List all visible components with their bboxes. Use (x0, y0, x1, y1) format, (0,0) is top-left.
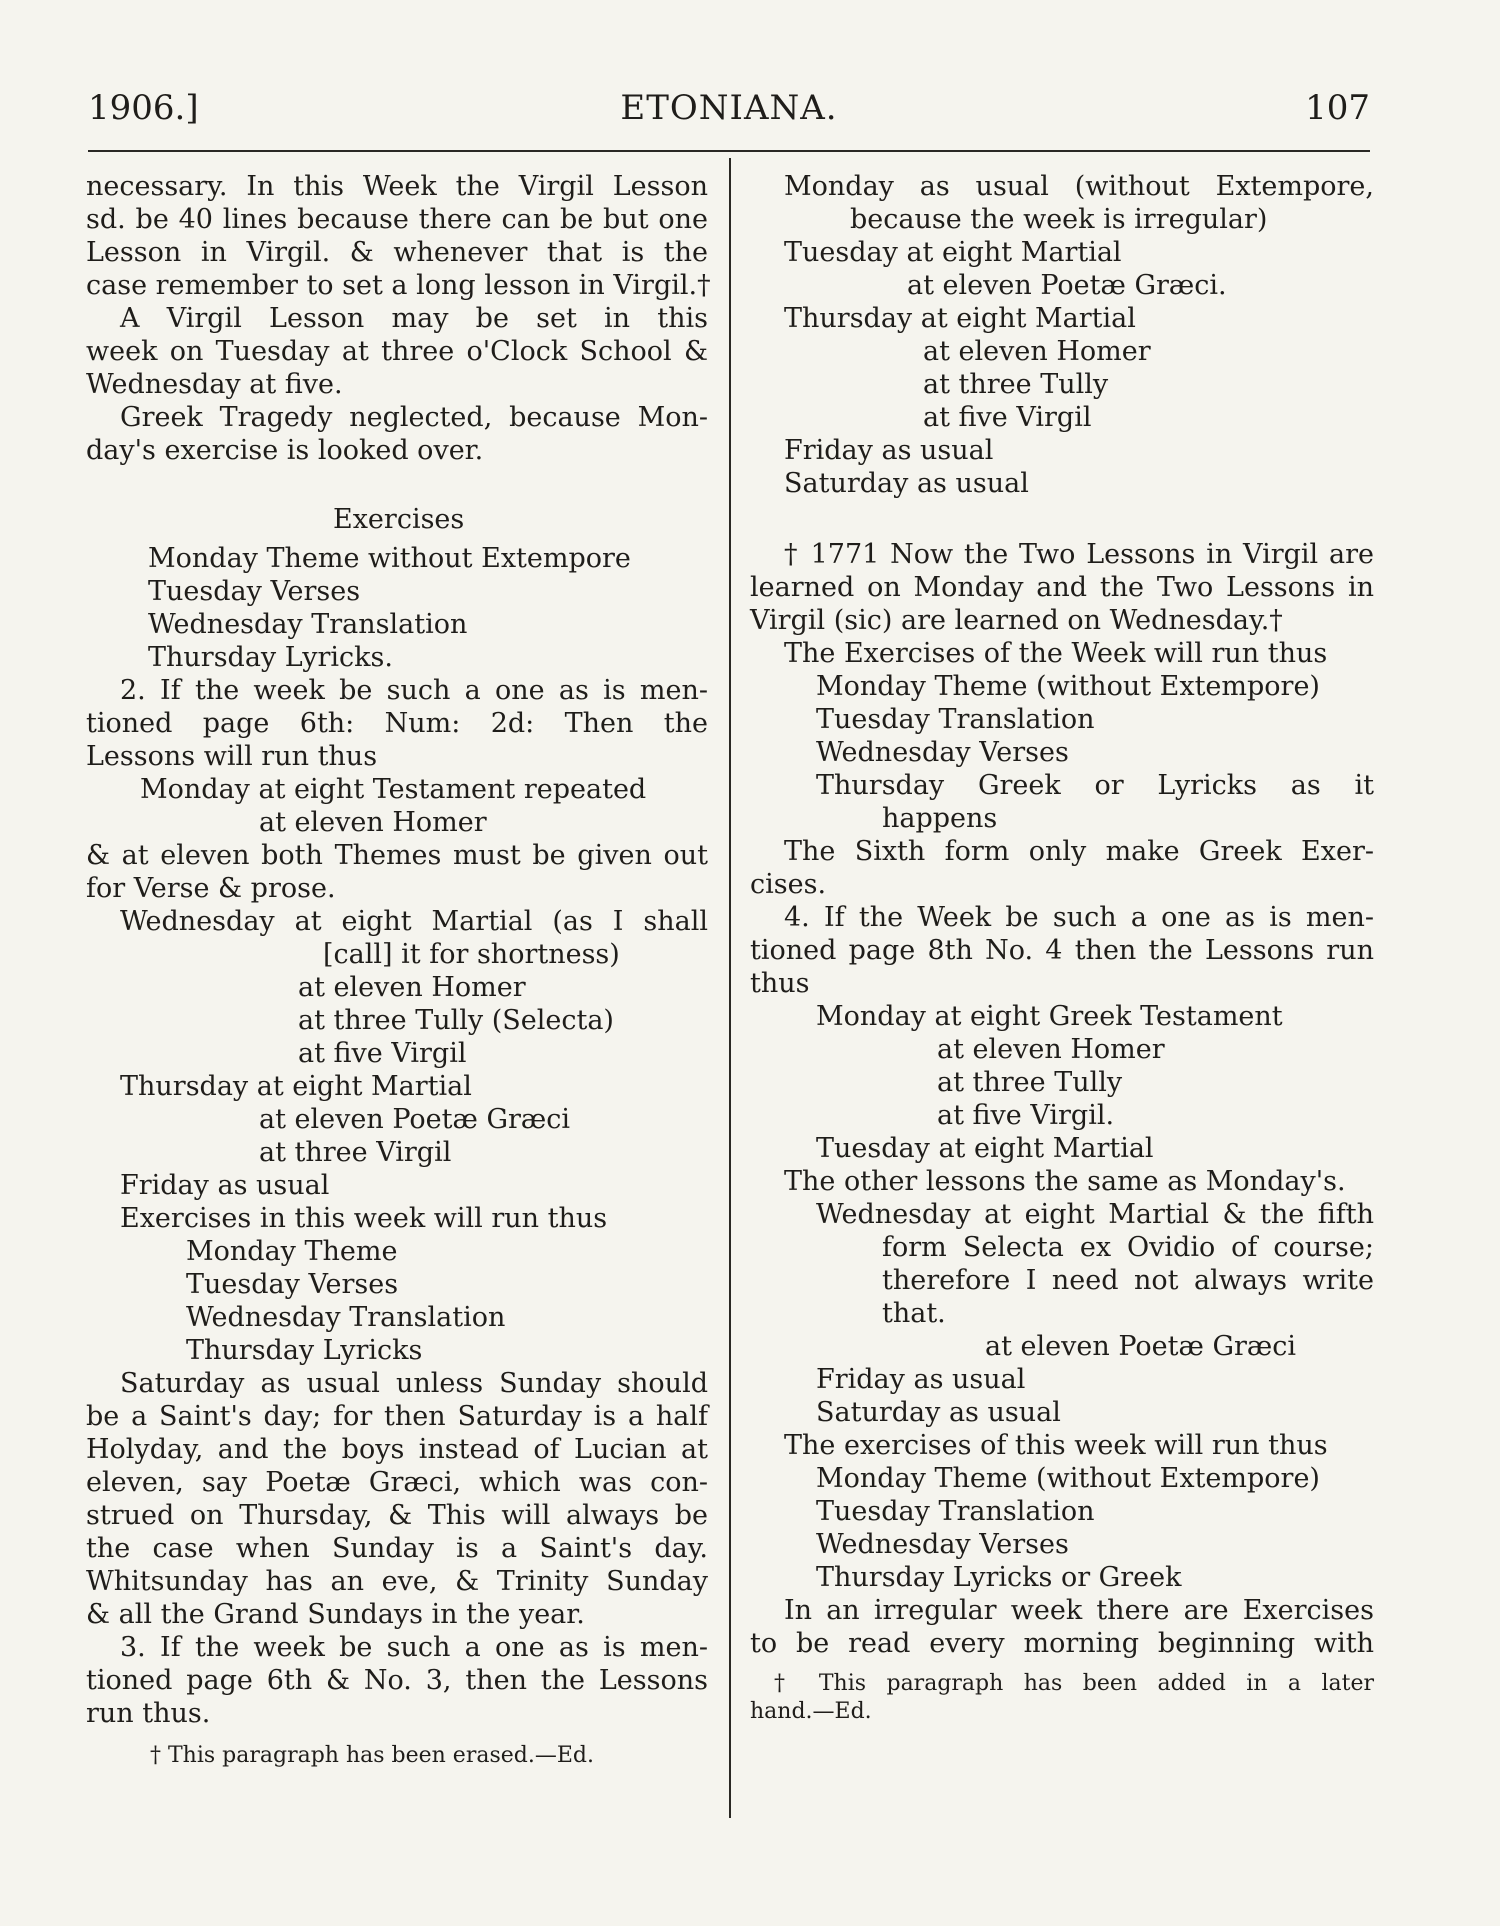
text-line: The exercises of this week will run thus (784, 1430, 1328, 1461)
text-line: sd. be 40 lines because there can be but one (86, 204, 708, 235)
line-gap (86, 467, 708, 503)
text-line: Monday Theme (without Extempore) (816, 671, 1320, 702)
right-column (750, 170, 1374, 1726)
text-line: Friday as usual (120, 1170, 330, 1201)
text-line: strued on Thursday, & This will always be (86, 1500, 708, 1531)
text-line: necessary. In this Week the Virgil Lesson (86, 171, 708, 202)
text-line: Thursday Greek or Lyricks as it (816, 770, 1374, 801)
text-line: form Selecta ex Ovidio of course; (882, 1232, 1374, 1263)
text-line: Monday at eight Greek Testament (816, 1001, 1283, 1032)
text-line: at eleven Homer (923, 336, 1151, 367)
text-line: In an irregular week there are Exercises (784, 1595, 1374, 1626)
text-line: eleven, say Poetæ Græci, which was con- (86, 1467, 708, 1498)
text-line: at eleven Poetæ Græci (985, 1331, 1297, 1362)
text-line: Exercises (333, 504, 465, 535)
text-line: Whitsunday has an eve, & Trinity Sunday (86, 1566, 708, 1597)
text-line: Wednesday at eight Martial & the fifth (816, 1199, 1374, 1230)
text-line: The Exercises of the Week will run thus (784, 638, 1328, 669)
text-line: day's exercise is looked over. (86, 435, 484, 466)
text-line: & at eleven both Themes must be given out (86, 840, 708, 871)
text-line: [call] it for shortness) (323, 939, 620, 970)
column-divider (729, 158, 731, 1818)
text-line: Friday as usual (816, 1364, 1026, 1395)
text-line: at eleven Homer (298, 972, 526, 1003)
text-line: at five Virgil. (937, 1100, 1115, 1131)
text-line: therefore I need not always write (882, 1265, 1374, 1296)
text-line: week on Tuesday at three o'Clock School & (86, 336, 708, 367)
text-line: Tuesday Translation (816, 1496, 1095, 1527)
line-gap (750, 500, 1374, 538)
header-rule (88, 150, 1370, 152)
text-line: The other lessons the same as Monday's. (784, 1166, 1346, 1197)
text-line: because the week is irregular) (850, 204, 1268, 235)
text-line: Virgil (sic) are learned on Wednesday.† (750, 605, 1283, 636)
header-title: ETONIANA. (620, 88, 838, 128)
text-line: tioned page 6th & No. 3, then the Lessons (86, 1665, 708, 1696)
text-line: Wednesday Translation (186, 1302, 506, 1333)
text-line: Monday at eight Testament repeated (140, 774, 647, 805)
text-line: † 1771 Now the Two Lessons in Virgil are (784, 539, 1374, 570)
text-line: Thursday at eight Martial (120, 1071, 472, 1102)
text-line: Tuesday at eight Martial (816, 1133, 1154, 1164)
text-line: Saturday as usual unless Sunday should (120, 1368, 708, 1399)
text-line: at three Tully (923, 369, 1109, 400)
text-line: Monday Theme without Extempore (148, 543, 631, 574)
header-year: 1906.] (88, 88, 199, 128)
text-line: case remember to set a long lesson in Virgil.† (86, 270, 711, 301)
text-line: at eleven Homer (937, 1034, 1165, 1065)
text-line: tioned page 6th: Num: 2d: Then the (86, 708, 708, 739)
text-line: Monday Theme (without Extempore) (816, 1463, 1320, 1494)
footnote-right (750, 1670, 1374, 1726)
text-line: Tuesday Verses (186, 1269, 399, 1300)
text-line: Wednesday Verses (816, 737, 1069, 768)
text-line: the case when Sunday is a Saint's day. (86, 1533, 708, 1564)
text-line: Lessons will run thus (86, 741, 378, 772)
left-column (86, 170, 711, 1770)
text-line: at eleven Poetæ Græci (259, 1104, 571, 1135)
text-line: Thursday at eight Martial (784, 303, 1136, 334)
text-line: at three Virgil (259, 1137, 452, 1168)
text-line: at five Virgil (923, 402, 1092, 433)
text-line: at eleven Poetæ Græci. (907, 270, 1227, 301)
text-line: at eleven Homer (259, 807, 487, 838)
text-line: 3. If the week be such a one as is men- (120, 1632, 708, 1663)
text-line: at three Tully (937, 1067, 1123, 1098)
text-line: & all the Grand Sundays in the year. (86, 1599, 585, 1630)
text-line: Wednesday Verses (816, 1529, 1069, 1560)
text-line: Thursday Lyricks (186, 1335, 423, 1366)
text-line: Monday Theme (186, 1236, 398, 1267)
text-line: Greek Tragedy neglected, because Mon- (120, 402, 708, 433)
text-line: that. (882, 1298, 946, 1329)
text-line: thus (750, 968, 810, 999)
text-line: A Virgil Lesson may be set in this (120, 303, 708, 334)
text-line: Tuesday at eight Martial (784, 237, 1122, 268)
text-line: Friday as usual (784, 435, 994, 466)
text-line: Wednesday at five. (86, 369, 343, 400)
text-line: Tuesday Translation (816, 704, 1095, 735)
text-line: Saturday as usual (816, 1397, 1061, 1428)
text-line: run thus. (86, 1698, 211, 1729)
text-line: be a Saint's day; for then Saturday is a half (86, 1401, 708, 1432)
text-line: Thursday Lyricks. (148, 642, 393, 673)
text-line: Holyday, and the boys instead of Lucian at (86, 1434, 708, 1465)
text-line: Wednesday at eight Martial (as I shall (120, 906, 708, 937)
text-line: at three Tully (Selecta) (298, 1005, 614, 1036)
text-line: Exercises in this week will run thus (120, 1203, 608, 1234)
text-line: at five Virgil (298, 1038, 467, 1069)
text-line: 2. If the week be such a one as is men- (120, 675, 708, 706)
text-line: tioned page 8th No. 4 then the Lessons run (750, 935, 1374, 966)
text-line: Saturday as usual (784, 468, 1029, 499)
text-line: Wednesday Translation (148, 609, 468, 640)
text-line: learned on Monday and the Two Lessons in (750, 572, 1374, 603)
text-line: happens (882, 803, 998, 834)
text-line: to be read every morning beginning with (750, 1628, 1374, 1659)
text-line: hand.—Ed. (750, 1699, 872, 1724)
text-line: for Verse & prose. (86, 873, 336, 904)
footnote-left: † This paragraph has been erased.—Ed. (150, 1743, 594, 1768)
page-number: 107 (1305, 88, 1370, 128)
text-line: 4. If the Week be such a one as is men- (784, 902, 1374, 933)
text-line: Tuesday Verses (148, 576, 361, 607)
running-header (88, 88, 1370, 138)
text-line: Monday as usual (without Extempore, (784, 171, 1374, 202)
text-line: Thursday Lyricks or Greek (816, 1562, 1182, 1593)
text-line: cises. (750, 869, 827, 900)
text-line: Lesson in Virgil. & whenever that is the (86, 237, 708, 268)
text-line: † This paragraph has been added in a later (774, 1671, 1374, 1696)
text-line: The Sixth form only make Greek Exer- (784, 836, 1374, 867)
